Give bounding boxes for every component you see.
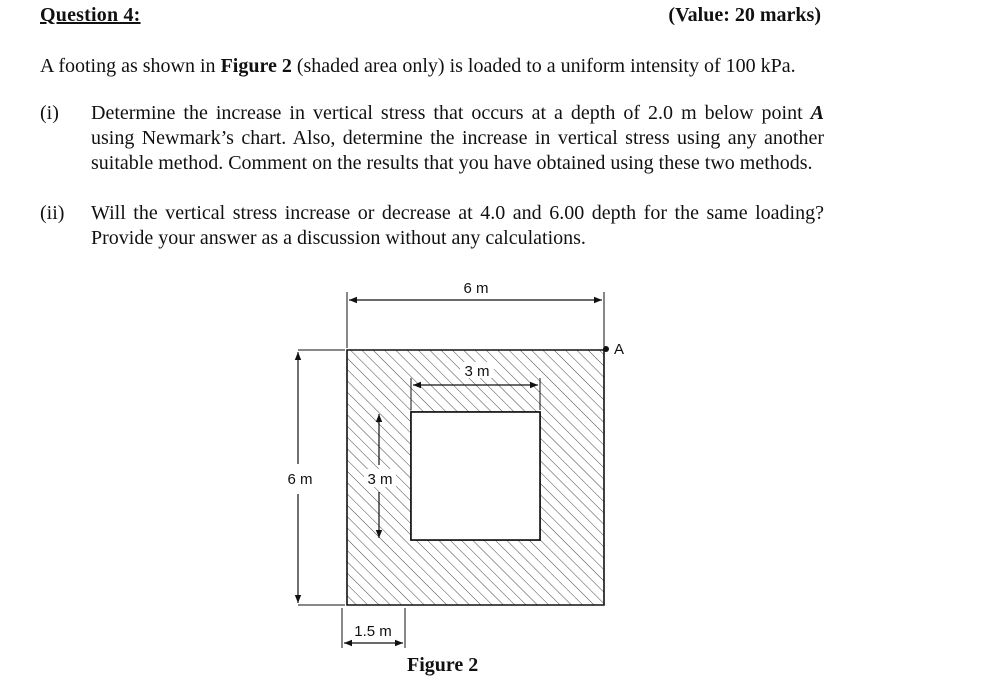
part-number: (i) bbox=[40, 102, 59, 124]
part-text-start: Determine the increase in vertical stress that occurs at a depth of 2.0 m below point bbox=[91, 102, 811, 124]
question-title: Question 4: bbox=[40, 4, 141, 26]
inner-width-label: 3 m bbox=[464, 363, 490, 380]
offset-label: 1.5 m bbox=[354, 623, 392, 640]
intro-text-start: A footing as shown in bbox=[40, 55, 221, 77]
figure-reference: Figure 2 bbox=[220, 55, 292, 77]
intro-text-end: (shaded area only) is loaded to a uniform intensity of 100 kPa. bbox=[291, 55, 796, 77]
footing-diagram bbox=[270, 270, 670, 650]
part-text bbox=[91, 101, 824, 176]
footing-figure bbox=[270, 270, 670, 650]
point-a-marker bbox=[603, 346, 609, 352]
outer-width-label: 6 m bbox=[463, 280, 489, 297]
part-number: (ii) bbox=[40, 202, 65, 224]
part-text-end: using Newmark’s chart. Also, determine the increase in vertical stress using any another suitable method. Comment on the results that you have obtained using these two methods. bbox=[91, 127, 824, 174]
part-text: Will the vertical stress increase or decrease at 4.0 and 6.00 depth for the same loading? Provide your answer as a discussion without any calculations. bbox=[91, 202, 824, 249]
question-intro bbox=[40, 53, 825, 79]
outer-height-label: 6 m bbox=[287, 471, 313, 488]
point-a-label: A bbox=[614, 341, 625, 358]
figure-caption: Figure 2 bbox=[407, 654, 479, 676]
question-marks: (Value: 20 marks) bbox=[668, 4, 821, 26]
point-reference: A bbox=[810, 102, 824, 124]
inner-height-label: 3 m bbox=[367, 471, 393, 488]
inner-void bbox=[411, 412, 540, 540]
